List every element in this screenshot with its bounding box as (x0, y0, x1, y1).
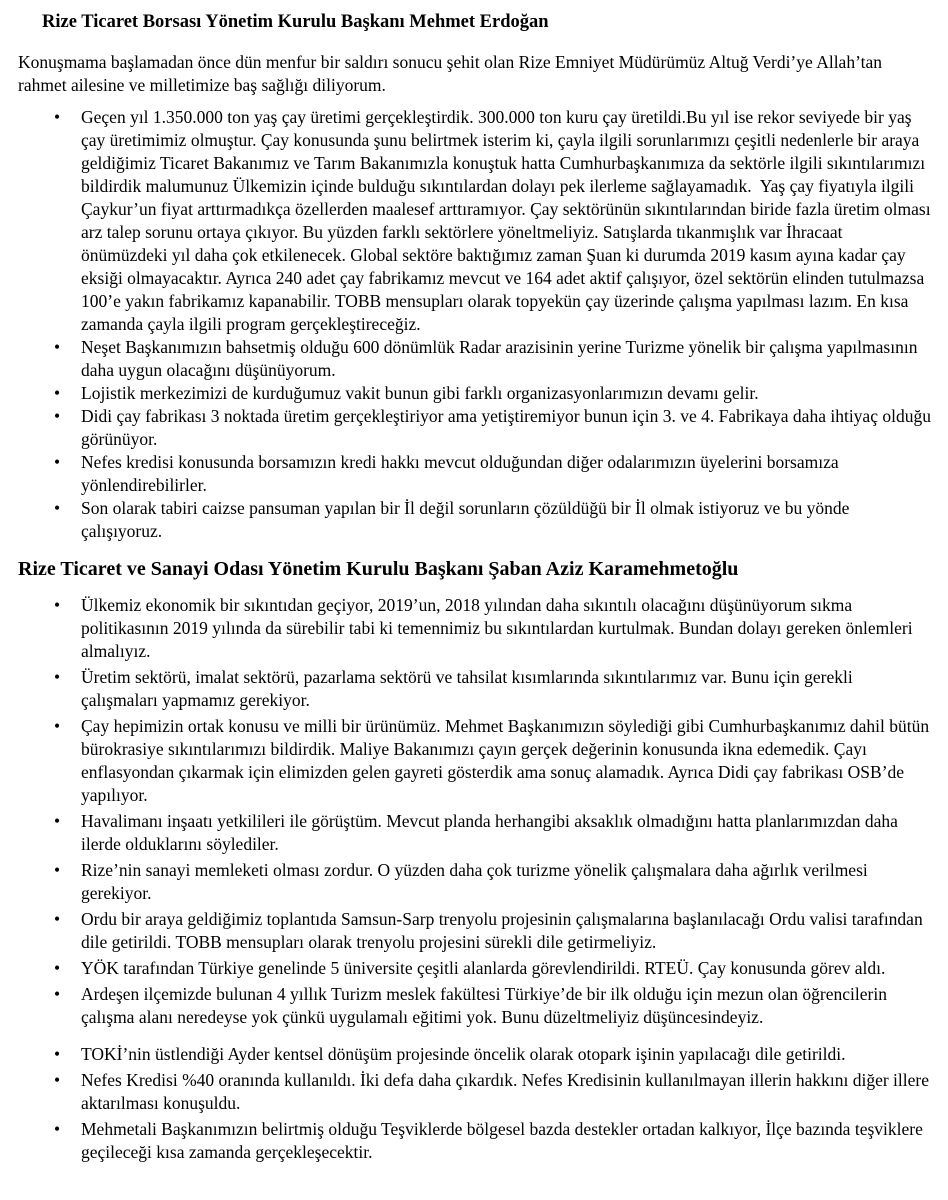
bullet-item: • Nefes Kredisi %40 oranında kullanıldı. İki defa daha çıkardık. Nefes Kredisinin kullanılmayan illerin hakkını diğer illere aktarılması konuşuldu. (18, 1069, 933, 1115)
bullet-item: • Nefes kredisi konusunda borsamızın kredi hakkı mevcut olduğundan diğer odalarımızın üyelerini borsamıza yönlendirebilirler. (18, 451, 933, 497)
bullet-item: • TOKİ’nin üstlendiği Ayder kentsel dönüşüm projesinde öncelik olarak otopark işinin yapılacağı dile getirildi. (18, 1043, 933, 1066)
bullet-item: • Mehmetali Başkanımızın belirtmiş olduğu Teşviklerde bölgesel bazda destekler ortadan kalkıyor, İlçe bazında teşviklere geçileceği kısa zamanda gerçekleşecektir. (18, 1118, 933, 1164)
bullet-item: • Üretim sektörü, imalat sektörü, pazarlama sektörü ve tahsilat kısımlarında sıkıntılarımız var. Bunu için gerekli çalışmaları yapmamız gerekiyor. (18, 666, 933, 712)
section2-bullet-list (18, 594, 933, 1164)
section1-heading: Rize Ticaret Borsası Yönetim Kurulu Başkanı Mehmet Erdoğan (42, 12, 549, 32)
bullet-item: • Rize’nin sanayi memleketi olması zordur. O yüzden daha çok turizme yönelik çalışmalara daha ağırlık verilmesi gerekiyor. (18, 859, 933, 905)
bullet-item: • Ülkemiz ekonomik bir sıkıntıdan geçiyor, 2019’un, 2018 yılından daha sıkıntılı olacağını düşünüyorum sıkma politikasının 2019 yılında da sürebilir tabi ki temennimiz bu sıkıntılardan kurtulmak. Bundan dolayı gereken önlemleri almalıyız. (18, 594, 933, 663)
intro-paragraph: Konuşmama başlamadan önce dün menfur bir saldırı sonucu şehit olan Rize Emniyet Müdürümüz Altuğ Verdi’ye Allah’tan rahmet ailesine ve milletimize baş sağlığı diliyorum. (18, 52, 887, 95)
bullet-item: • Neşet Başkanımızın bahsetmiş olduğu 600 dönümlük Radar arazisinin yerine Turizme yönelik bir çalışma yapılmasının daha uygun olacağını düşünüyorum. (18, 336, 933, 382)
section2-heading: Rize Ticaret ve Sanayi Odası Yönetim Kurulu Başkanı Şaban Aziz Karamehmetoğlu (18, 558, 739, 580)
bullet-item: • Son olarak tabiri caizse pansuman yapılan bir İl değil sorunların çözüldüğü bir İl olmak istiyoruz ve bu yönde çalışıyoruz. (18, 497, 933, 543)
bullet-item: • Lojistik merkezimizi de kurduğumuz vakit bunun gibi farklı organizasyonlarımızın devamı gelir. (18, 382, 933, 405)
bullet-item: • YÖK tarafından Türkiye genelinde 5 üniversite çeşitli alanlarda görevlendirildi. RTEÜ. Çay konusunda görev aldı. (18, 957, 933, 980)
bullet-item: • Havalimanı inşaatı yetkilileri ile görüştüm. Mevcut planda herhangibi aksaklık olmadığını hatta planlarımızdan daha ilerde olduklarını söylediler. (18, 810, 933, 856)
bullet-item: • Didi çay fabrikası 3 noktada üretim gerçekleştiriyor ama yetiştiremiyor bunun için 3. ve 4. Fabrikaya daha ihtiyaç olduğu görünüyor. (18, 405, 933, 451)
bullet-item: • Çay hepimizin ortak konusu ve milli bir ürünümüz. Mehmet Başkanımızın söylediği gibi Cumhurbaşkanımız dahil bütün bürokrasiye sıkıntılarımızı bildirdik. Maliye Bakanımızı çayın gerçek değerinin konusunda ikna edemedik. Çayı enflasyondan çıkarmak için elimizden gelen gayreti gösterdik ama sonuç alamadık. Ayrıca Didi çay fabrikası OSB’de yapılıyor. (18, 715, 933, 807)
bullet-item: • Ordu bir araya geldiğimiz toplantıda Samsun-Sarp trenyolu projesinin çalışmalarına başlanılacağı Ordu valisi tarafından dile getirildi. TOBB mensupları olarak trenyolu projesini sürekli dile getirmeliyiz. (18, 908, 933, 954)
section1-bullet-list (18, 106, 936, 543)
bullet-item: • Geçen yıl 1.350.000 ton yaş çay üretimi gerçekleştirdik. 300.000 ton kuru çay üretildi.Bu yıl ise rekor seviyede bir yaş çay üretimimiz olmuştur. Çay konusunda şunu belirtmek isterim ki, çayla ilgili sorunlarımızı çeşitli nedenlerle bir araya geldiğimiz Ticaret Bakanımız ve Tarım Bakanımızla konuştuk hatta Cumhurbaşkanımıza da sektörle ilgili sıkıntılarımızı bildirdik malumunuz Ülkemizin içinde bulduğu sıkıntılardan dolayı pek ilerleme sağlayamadık. Yaş çay fiyatıyla ilgili Çaykur’un fiyat arttırmadıkça özellerden maalesef arttıramıyor. Çay sektörünün sıkıntılarından biride fazla üretim olması arz talep sorunu ortaya çıkıyor. Bu yüzden farklı sektörlere yöneltmeliyiz. Satışlarda tıkanmışlık var İhracaat önümüzdeki yıl daha çok etkilenecek. Global sektöre baktığımız zaman Şuan ki durumda 2019 kasım ayına kadar çay eksiği olmayacaktır. Ayrıca 240 adet çay fabrikamız mevcut ve 164 adet aktif çalışıyor, özel sektörün elinden tutulmazsa 100’e yakın fabrikamız kapanabilir. TOBB mensupları olarak topyekün çay üzerinde çalışma yapılması lazım. En kısa zamanda çayla ilgili program gerçekleştireceğiz. (18, 106, 933, 336)
bullet-item: • Ardeşen ilçemizde bulunan 4 yıllık Turizm meslek fakültesi Türkiye’de bir ilk olduğu için mezun olan öğrencilerin çalışma alanı neredeyse yok çünkü uygulamalı eğitimi yok. Bunu düzeltmeliyiz düşüncesindeyiz. (18, 983, 933, 1029)
